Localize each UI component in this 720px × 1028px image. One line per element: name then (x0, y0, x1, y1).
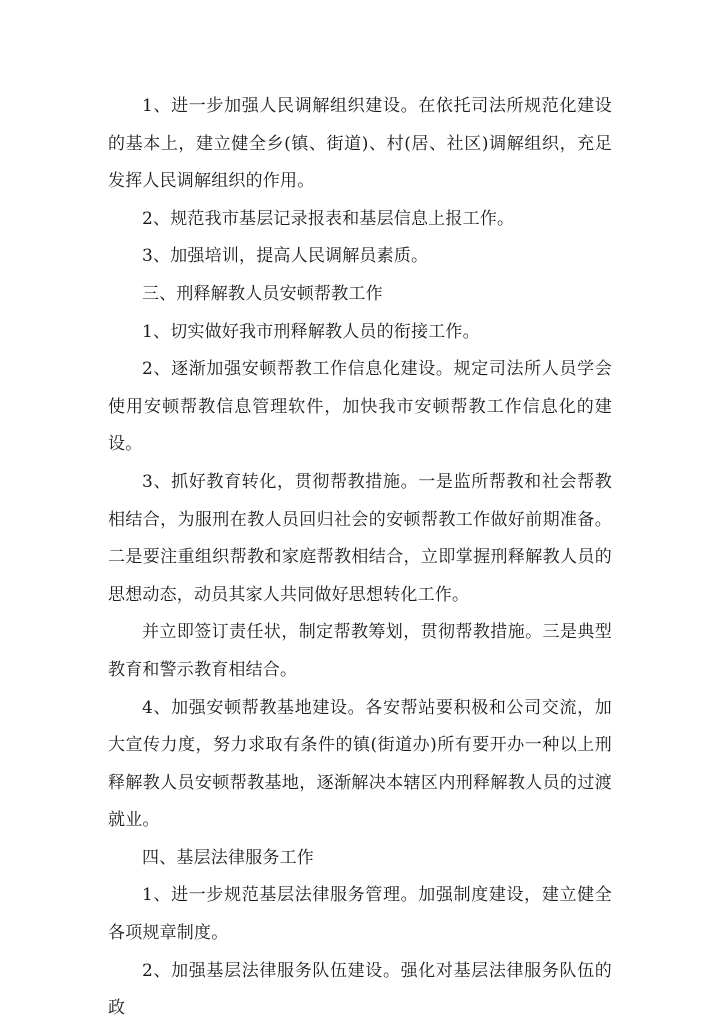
paragraph-legal-team: 2、加强基层法律服务队伍建设。强化对基层法律服务队伍的政 (108, 960, 612, 1019)
paragraph-mediation-org: 1、进一步加强人民调解组织建设。在依托司法所规范化建设的基本上，建立健全乡(镇、街道)、村(居、社区)调解组织，充足发挥人民调解组织的作用。 (108, 96, 612, 192)
paragraph-handover: 1、切实做好我市刑释解教人员的衔接工作。 (142, 321, 480, 342)
paragraph-responsibility: 并立即签订责任状，制定帮教筹划，贯彻帮教措施。三是典型教育和警示教育相结合。 (108, 622, 612, 680)
section-heading-resettlement: 三、刑释解教人员安顿帮教工作 (142, 283, 383, 304)
paragraph-education: 3、抓好教育转化，贯彻帮教措施。一是监所帮教和社会帮教相结合，为服刑在教人员回归社会的安顿帮教工作做好前期准备。二是要注重组织帮教和家庭帮教相结合，立即掌握刑释解教人员的思想动态，动员其家人共同做好思想转化工作。 (108, 471, 612, 605)
paragraph-informatization: 2、逐渐加强安顿帮教工作信息化建设。规定司法所人员学会使用安顿帮教信息管理软件，加快我市安顿帮教工作信息化的建设。 (108, 359, 612, 455)
paragraph-training: 3、加强培训，提高人民调解员素质。 (142, 246, 429, 267)
paragraph-base-construction: 4、加强安顿帮教基地建设。各安帮站要积极和公司交流，加大宣传力度，努力求取有条件的镇(街道办)所有要开办一种以上刑释解教人员安顿帮教基地，逐渐解决本辖区内刑释解教人员的过渡就业。 (108, 697, 612, 831)
document-page (108, 88, 612, 1028)
paragraph-legal-management: 1、进一步规范基层法律服务管理。加强制度建设，建立健全各项规章制度。 (108, 885, 612, 944)
section-heading-legal-service: 四、基层法律服务工作 (142, 847, 314, 868)
paragraph-report-standard: 2、规范我市基层记录报表和基层信息上报工作。 (142, 208, 515, 229)
